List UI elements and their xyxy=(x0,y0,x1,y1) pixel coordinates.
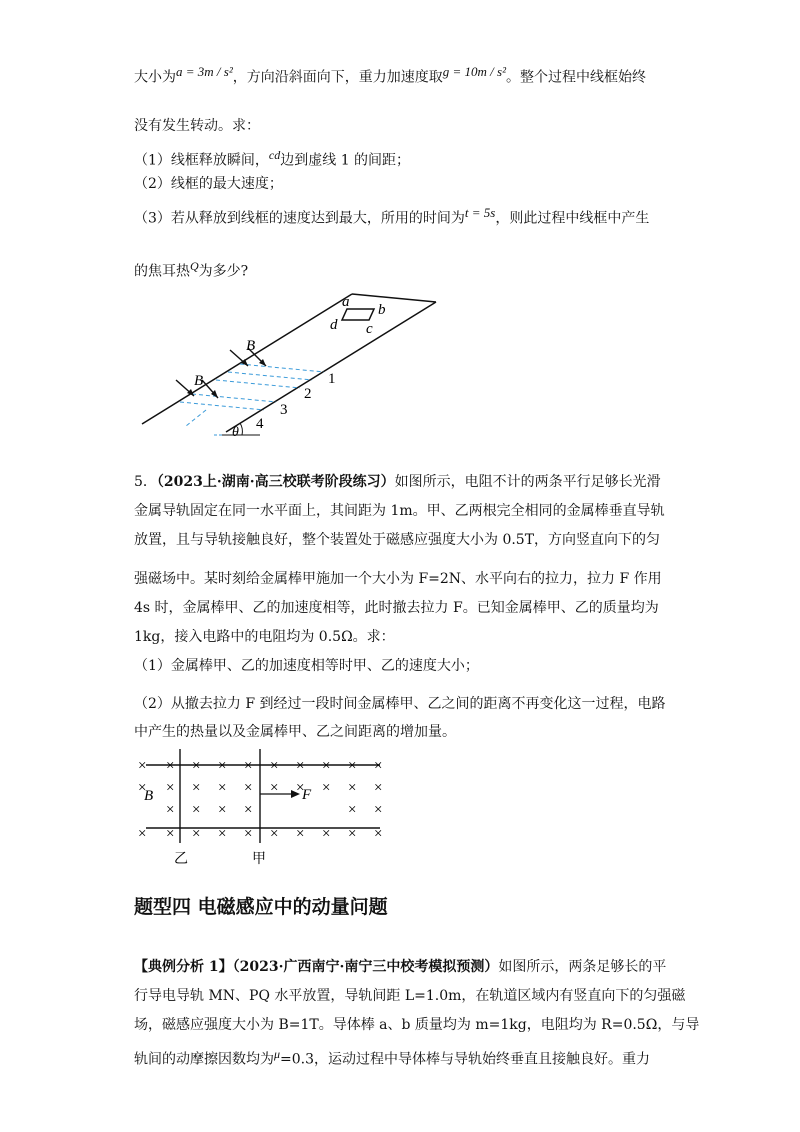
field-cross: × xyxy=(138,758,147,774)
field-cross: × xyxy=(270,780,279,796)
q4-text-c: 。整个过程中线框始终 xyxy=(505,69,646,86)
field-cross: × xyxy=(296,780,305,796)
label-yi: 乙 xyxy=(174,852,188,867)
example-tag: 【典例分析 1】 xyxy=(134,959,233,975)
example-line-1 xyxy=(134,957,666,977)
q4-item-3-cont xyxy=(134,256,248,282)
label-4: 4 xyxy=(256,416,264,432)
field-cross: × xyxy=(138,780,147,796)
label-3: 3 xyxy=(280,402,288,418)
label-B-upper: B xyxy=(246,338,256,354)
field-cross: × xyxy=(348,758,357,774)
field-cross: × xyxy=(192,802,201,818)
q4-line-2: 没有发生转动。求： xyxy=(134,118,260,134)
field-cross: × xyxy=(138,826,147,842)
q5-line-3: 放置，且与导轨接触良好，整个装置处于磁感应强度大小为 0.5T，方向竖直向下的匀 xyxy=(134,532,661,548)
q4-item3-c: 的焦耳热 xyxy=(134,263,190,280)
field-cross: × xyxy=(296,826,305,842)
field-cross: × xyxy=(218,826,227,842)
field-cross: × xyxy=(192,758,201,774)
field-cross: × xyxy=(348,826,357,842)
q5-number: 5． xyxy=(134,474,157,490)
field-cross: × xyxy=(166,758,175,774)
field-cross: × xyxy=(192,826,201,842)
cd-symbol: cd xyxy=(268,148,281,162)
example-line1-rest: 如图所示，两条足够长的平 xyxy=(498,959,667,975)
label-B: B xyxy=(144,788,154,804)
incline-far-edge xyxy=(142,294,352,424)
field-cross: × xyxy=(270,826,279,842)
label-b: b xyxy=(378,302,386,318)
q5-source: （2023上·湖南·高三校联考阶段练习） xyxy=(156,474,395,490)
field-cross: × xyxy=(166,826,175,842)
q4-item-1 xyxy=(134,145,410,171)
wire-frame xyxy=(342,309,374,320)
q4-text-a: 大小为 xyxy=(134,69,176,86)
q5-line-7: （1）金属棒甲、乙的加速度相等时甲、乙的速度大小； xyxy=(134,658,479,674)
dashed-line-1 xyxy=(240,364,324,372)
q5-line-5: 4s 时，金属棒甲、乙的加速度相等，此时撤去拉力 F。已知金属棒甲、乙的质量均为 xyxy=(134,600,659,616)
example-line-3: 场，磁感应强度大小为 B=1T。导体棒 a、b 质量均为 m=1kg，电阻均为 R=0.5Ω，与导 xyxy=(134,1017,700,1033)
field-cross: × xyxy=(218,802,227,818)
field-cross: × xyxy=(270,758,279,774)
field-cross: × xyxy=(166,780,175,796)
q4-item1-b: 边到虚线 1 的间距； xyxy=(280,152,411,169)
angle-arc xyxy=(240,423,242,435)
gravity-expression: g = 10m / s² xyxy=(442,64,506,79)
section-title: 题型四 电磁感应中的动量问题 xyxy=(134,896,388,918)
label-theta: θ xyxy=(232,425,239,440)
field-cross: × xyxy=(348,780,357,796)
field-cross: × xyxy=(244,826,253,842)
q5-line-8: （2）从撤去拉力 F 到经过一段时间金属棒甲、乙之间的距离不再变化这一过程，电路 xyxy=(134,696,666,712)
q5-line-1 xyxy=(134,472,661,492)
q5-line1-rest: 如图所示，电阻不计的两条平行足够长光滑 xyxy=(394,474,661,490)
field-cross: × xyxy=(244,758,253,774)
q4-text-b: ，方向沿斜面向下，重力加速度取 xyxy=(232,69,443,86)
label-1: 1 xyxy=(328,371,336,387)
dashed-line-4 xyxy=(186,410,206,426)
label-F: F xyxy=(302,787,312,803)
q-symbol: Q xyxy=(190,259,199,273)
time-expression: t = 5s xyxy=(464,205,496,220)
field-cross: × xyxy=(244,802,253,818)
label-jia: 甲 xyxy=(252,852,266,867)
incline-figure xyxy=(130,288,450,448)
field-cross: × xyxy=(192,780,201,796)
example-line-4 xyxy=(134,1044,650,1070)
field-cross: × xyxy=(244,780,253,796)
dashed-line-2 xyxy=(216,380,300,388)
label-a: a xyxy=(342,294,350,310)
field-cross: × xyxy=(374,826,383,842)
rails-figure xyxy=(130,745,390,870)
field-cross: × xyxy=(296,758,305,774)
q4-item3-b: ，则此过程中线框中产生 xyxy=(495,210,650,227)
q4-item3-a: （3）若从释放到线框的速度达到最大，所用的时间为 xyxy=(134,210,465,227)
example-source: （2023·广西南宁·南宁三中校考模拟预测） xyxy=(232,959,499,975)
accel-expression: a = 3m / s² xyxy=(176,64,233,79)
q4-item1-a: （1）线框释放瞬间， xyxy=(134,152,269,169)
q5-line-6: 1kg，接入电路中的电阻均为 0.5Ω。求： xyxy=(134,629,395,645)
q4-item-3 xyxy=(134,203,649,229)
field-cross: × xyxy=(218,780,227,796)
field-cross: × xyxy=(166,802,175,818)
label-d: d xyxy=(330,317,338,333)
mu-symbol: μ xyxy=(274,1047,281,1061)
field-cross: × xyxy=(348,802,357,818)
dashed-line-1-inner xyxy=(228,372,312,380)
label-c: c xyxy=(366,321,373,337)
example-line4-b: =0.3，运动过程中导体棒与导轨始终垂直且接触良好。重力 xyxy=(280,1051,651,1068)
field-cross: × xyxy=(322,758,331,774)
field-cross: × xyxy=(322,780,331,796)
dashed-line-3 xyxy=(192,394,276,402)
q4-item3-d: 为多少? xyxy=(198,263,249,280)
dashed-line-3-inner xyxy=(180,402,264,410)
label-B-lower: B xyxy=(194,373,204,389)
incline-top-edge xyxy=(352,294,436,302)
field-cross: × xyxy=(374,758,383,774)
q5-line-4: 强磁场中。某时刻给金属棒甲施加一个大小为 F=2N、水平向右的拉力，拉力 F 作用 xyxy=(134,571,662,587)
q4-line-1 xyxy=(134,62,646,88)
field-cross: × xyxy=(218,758,227,774)
field-cross: × xyxy=(322,826,331,842)
q4-item-2: （2）线框的最大速度； xyxy=(134,176,283,192)
q5-line-2: 金属导轨固定在同一水平面上，其间距为 1m。甲、乙两根完全相同的金属棒垂直导轨 xyxy=(134,503,665,519)
example-line4-a: 轨间的动摩擦因数均为 xyxy=(134,1051,274,1068)
example-line-2: 行导电导轨 MN、PQ 水平放置，导轨间距 L=1.0m，在轨道区域内有竖直向下的匀强磁 xyxy=(134,988,686,1004)
label-2: 2 xyxy=(304,386,312,402)
field-cross: × xyxy=(374,780,383,796)
q5-line-9: 中产生的热量以及金属棒甲、乙之间距离的增加量。 xyxy=(134,724,456,740)
field-cross: × xyxy=(374,802,383,818)
